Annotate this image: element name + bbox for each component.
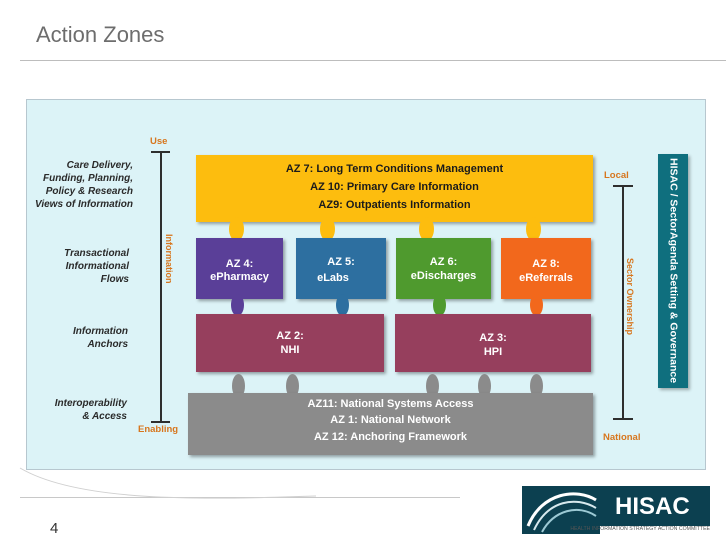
zone-az4-epharmacy [196, 238, 283, 299]
zone-top-conditions [196, 155, 593, 222]
axis-label-national: National [603, 432, 641, 443]
zone-az5-elabs [296, 238, 386, 299]
az5-number: AZ 5: [327, 256, 355, 268]
page-title: Action Zones [36, 22, 165, 47]
governance-text [658, 154, 688, 388]
az1-label: AZ 1: National Network [330, 414, 451, 426]
axis-ownership-line [622, 186, 624, 419]
logo-text: HISAC [615, 493, 690, 520]
zone-az2-nhi [196, 314, 384, 372]
axis-use-cap-bottom [151, 421, 170, 423]
az2-number: AZ 2: [276, 330, 304, 342]
logo-box [600, 486, 710, 526]
axis-label-information: Information [164, 234, 174, 284]
az12-label: AZ 12: Anchoring Framework [313, 431, 467, 443]
axis-use-line [160, 152, 162, 422]
axis-label-enabling: Enabling [138, 424, 179, 435]
label-interoperability-access: Interoperability & Access [54, 398, 127, 422]
hisac-logo [522, 486, 710, 534]
az8-number: AZ 8: [532, 258, 560, 270]
az3-number: AZ 3: [479, 332, 507, 344]
governance-bar [658, 154, 688, 388]
connector-knob [336, 294, 349, 316]
az4-number: AZ 4: [225, 258, 254, 270]
az9-label: AZ9: Outpatients Information [318, 199, 471, 211]
axis-label-local: Local [604, 170, 629, 181]
connector-knob [433, 294, 446, 316]
governance-line2: Agenda Setting & Governance [667, 232, 680, 384]
az11-label: AZ11: National Systems Access [307, 398, 474, 410]
az5-name: eLabs [317, 272, 349, 284]
axis-label-use: Use [150, 136, 168, 147]
title-divider [20, 60, 726, 61]
connector-knob [231, 294, 244, 316]
governance-line1: HISAC / Sector [667, 158, 680, 233]
label-care-delivery: Care Delivery, Funding, Planning, Policy & Research Views of Information [35, 160, 133, 210]
label-transactional-flows: Transactional Informational Flows [64, 248, 129, 285]
az7-label: AZ 7: Long Term Conditions Management [285, 163, 504, 175]
az8-name: eReferrals [519, 272, 573, 284]
zone-national-systems [188, 393, 593, 455]
axis-ownership-cap-bottom [613, 418, 633, 420]
footer-swoosh [18, 462, 318, 502]
axis-label-sector-ownership: Sector Ownership [625, 258, 635, 336]
az2-name: NHI [280, 344, 300, 356]
zone-az8-ereferrals [501, 238, 591, 299]
az4-name: ePharmacy [210, 271, 269, 283]
page-number: 4 [50, 520, 59, 537]
az3-name: HPI [483, 346, 503, 358]
label-information-anchors: Information Anchors [73, 326, 128, 350]
az10-label: AZ 10: Primary Care Information [310, 181, 479, 193]
zone-az3-hpi [395, 314, 591, 372]
zone-az6-edischarges [396, 238, 491, 299]
logo-tagline: HEALTH INFORMATION STRATEGY ACTION COMMITTEE [570, 526, 710, 532]
az6-name: eDischarges [410, 270, 477, 282]
connector-knob [530, 294, 543, 316]
az6-number: AZ 6: [429, 256, 458, 268]
